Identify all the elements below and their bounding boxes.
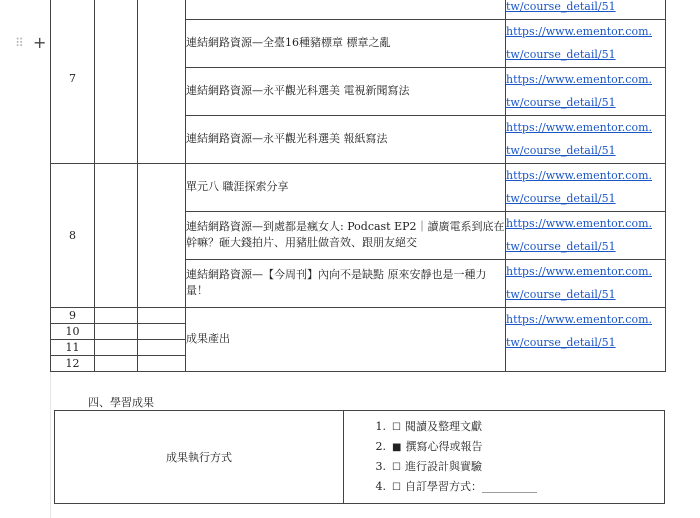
link-cell [506,163,666,211]
empty-cell [95,0,138,163]
unit-number-cell: 12 [51,355,95,371]
table-row [51,0,666,19]
link-line: https://www.ementor.com. [506,120,653,134]
link-cell [506,0,666,19]
method-label: 自訂學習方式：__________ [404,480,537,493]
link-cell [506,115,666,163]
link-cell [506,259,666,307]
empty-cell [95,163,138,307]
editor-gutter [0,0,51,518]
resource-link[interactable] [506,313,652,350]
unit-number-cell [51,163,95,307]
unit-number: 8 [69,228,76,242]
link-cell [506,307,666,371]
methods-cell [344,411,665,504]
table-row [51,163,666,211]
link-line: tw/course_detail/51 [506,192,616,205]
empty-cell [138,0,186,163]
unit-number-cell [51,0,95,163]
resource-link[interactable]: tw/course_detail/51 [506,0,616,13]
outcome-label: 成果執行方式 [55,411,344,504]
method-label: 撰寫心得或報告 [405,440,483,453]
checkbox-icon[interactable]: ☐ [392,462,401,473]
topic-cell: 成果產出 [186,307,506,371]
resource-link[interactable] [506,217,652,254]
empty-cell [138,355,186,371]
link-line: tw/course_detail/51 [506,336,616,349]
link-line: https://www.ementor.com. [506,216,653,230]
add-block-button[interactable]: + [33,33,47,52]
methods-list [364,417,664,497]
checkbox-icon[interactable]: ☐ [392,482,401,493]
unit-number-cell: 9 [51,307,95,323]
link-line: tw/course_detail/51 [506,240,616,253]
section-title: 四、學習成果 [88,396,154,409]
list-item [364,437,664,457]
drag-handle-icon[interactable]: ⠿ [15,36,22,50]
list-item [364,417,664,437]
resource-link[interactable] [506,25,652,62]
topic-cell: 連結網路資源—全臺16種豬標章 標章之亂 [186,19,506,67]
link-line: https://www.ementor.com. [506,24,653,38]
empty-cell [95,307,138,323]
topic-cell: 連結網路資源—【今周刊】內向不是缺點 原來安靜也是一種力量！ [186,259,506,307]
empty-cell [95,355,138,371]
link-line: tw/course_detail/51 [506,96,616,109]
list-item [364,457,664,477]
link-line: https://www.ementor.com. [506,72,653,86]
method-number: 1. [375,420,386,433]
checked-box-icon[interactable]: ■ [392,442,402,453]
course-plan-table [50,0,666,372]
method-label: 進行設計與實驗 [404,460,482,473]
link-line: tw/course_detail/51 [506,288,616,301]
unit-number-cell: 10 [51,323,95,339]
topic-cell: 連結網路資源—永平觀光科選美 電視新聞寫法 [186,67,506,115]
link-line: tw/course_detail/51 [506,48,616,61]
empty-cell [138,307,186,323]
resource-link[interactable] [506,121,652,158]
link-cell [506,67,666,115]
table-row [51,307,666,323]
empty-cell [138,163,186,307]
method-number: 3. [375,460,386,473]
empty-cell [138,339,186,355]
topic-cell [186,0,506,19]
list-item [364,477,664,497]
unit-number-cell: 11 [51,339,95,355]
link-line: https://www.ementor.com. [506,312,653,326]
link-line: https://www.ementor.com. [506,168,653,182]
method-label: 閱讀及整理文獻 [404,420,482,433]
resource-link[interactable] [506,169,652,206]
checkbox-icon[interactable]: ☐ [392,422,401,433]
link-line: https://www.ementor.com. [506,264,653,278]
link-cell [506,211,666,259]
resource-link[interactable] [506,73,652,110]
topic-cell: 連結網路資源—到處都是瘋女人: Podcast EP2｜讀廣電系到底在幹嘛？砸大錢拍片、用豬肚做音效、跟朋友絕交 [186,211,506,259]
unit-number: 7 [69,72,76,86]
topic-cell: 連結網路資源—永平觀光科選美 報紙寫法 [186,115,506,163]
resource-link[interactable] [506,265,652,302]
empty-cell [138,323,186,339]
link-cell [506,19,666,67]
link-line: tw/course_detail/51 [506,144,616,157]
method-number: 4. [375,480,386,493]
learning-outcomes-table [54,410,665,504]
topic-cell: 單元八 職涯探索分享 [186,163,506,211]
empty-cell [95,323,138,339]
method-number: 2. [375,440,386,453]
empty-cell [95,339,138,355]
